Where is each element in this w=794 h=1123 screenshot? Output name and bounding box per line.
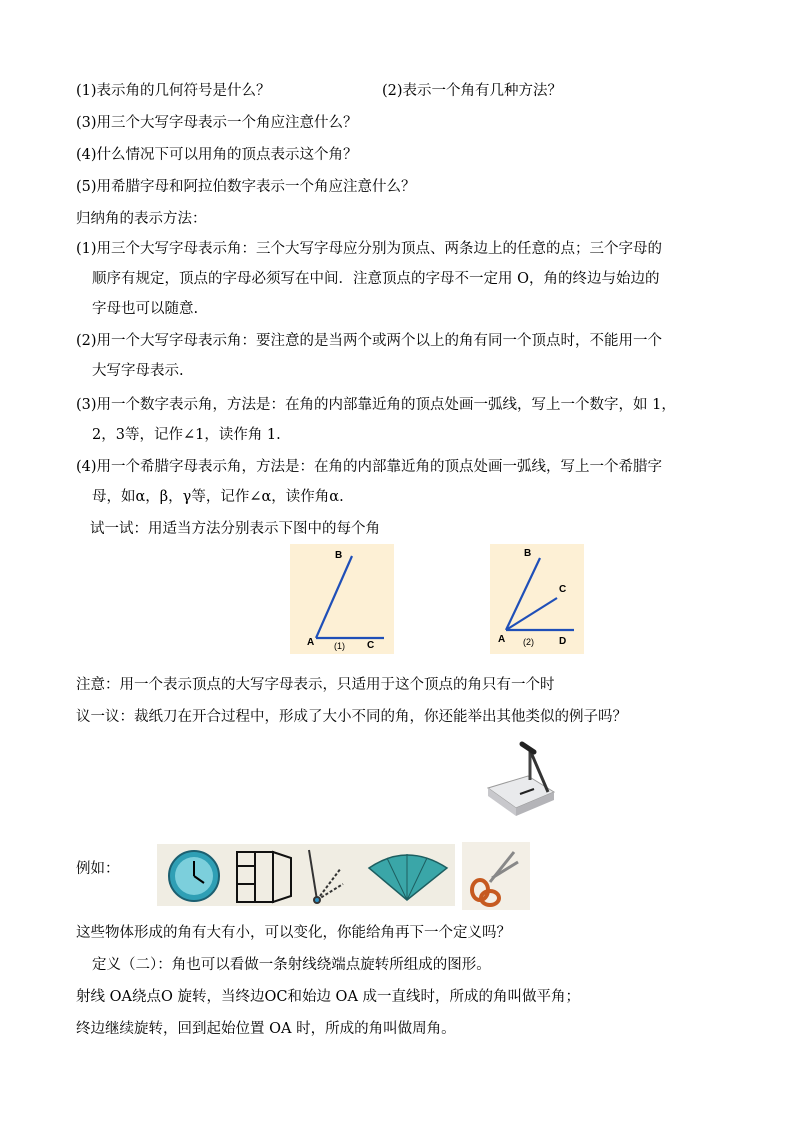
- method-3-line-1: (3)用一个数字表示角，方法是：在角的内部靠近角的顶点处画一弧线，写上一个数字，如 1，: [76, 397, 676, 413]
- summary-heading: 归纳角的表示方法：: [76, 211, 207, 227]
- question-2: (2)表示一个角有几种方法？: [382, 83, 563, 99]
- label-c: C: [367, 640, 375, 651]
- full-angle-text: 终边继续旋转，回到起始位置 OA 时，所成的角叫做周角。: [76, 1021, 456, 1037]
- straight-angle-text: 射线 OA绕点O 旋转，当终边OC和始边 OA 成一直线时，所成的角叫做平角；: [76, 989, 581, 1005]
- figure-1-caption: (1): [334, 641, 345, 651]
- method-2-line-2: 大写字母表示.: [92, 363, 184, 379]
- method-1-line-2: 顺序有规定，顶点的字母必须写在中间．注意顶点的字母不一定用 O，角的终边与始边的: [92, 271, 660, 287]
- question-4: (4)什么情况下可以用角的顶点表示这个角？: [76, 147, 358, 163]
- examples-label: 例如：: [76, 861, 120, 877]
- label-c: C: [559, 584, 567, 595]
- examples-strip: [157, 844, 455, 906]
- note: 注意：用一个表示顶点的大写字母表示，只适用于这个顶点的角只有一个时: [76, 677, 555, 693]
- question-3: (3)用三个大写字母表示一个角应注意什么？: [76, 115, 358, 131]
- method-3-line-2: 2，3等，记作∠1，读作角 1.: [92, 427, 281, 443]
- paper-cutter-image: [482, 736, 558, 822]
- figure-2-caption: (2): [523, 637, 534, 647]
- method-1-line-3: 字母也可以随意.: [92, 301, 199, 317]
- label-a: A: [498, 634, 506, 645]
- definition-2: 定义（二）：角也可以看做一条射线绕端点旋转所组成的图形。: [92, 957, 491, 973]
- method-1-line-1: (1)用三个大写字母表示角：三个大写字母应分别为顶点、两条边上的任意的点；三个字母的: [76, 241, 663, 257]
- define-question: 这些物体形成的角有大有小，可以变化，你能给角再下一个定义吗？: [76, 925, 511, 941]
- angle-figure-1: [290, 544, 394, 654]
- question-1: (1)表示角的几何符号是什么？: [76, 83, 271, 99]
- angle-figure-2: [490, 544, 584, 654]
- scissors-image: [462, 842, 530, 910]
- label-b: B: [524, 548, 532, 559]
- method-2-line-1: (2)用一个大写字母表示角：要注意的是当两个或两个以上的角有同一个顶点时，不能用一个: [76, 333, 663, 349]
- exercise-prompt: 试一试：用适当方法分别表示下图中的每个角: [90, 521, 380, 537]
- question-5: (5)用希腊字母和阿拉伯数字表示一个角应注意什么？: [76, 179, 416, 195]
- discuss: 议一议：裁纸刀在开合过程中，形成了大小不同的角，你还能举出其他类似的例子吗？: [76, 709, 627, 725]
- label-d: D: [559, 636, 567, 647]
- clock-icon: [169, 851, 219, 901]
- label-a: A: [307, 637, 315, 648]
- method-4-line-2: 母，如α，β，γ等，记作∠α，读作角α.: [92, 489, 344, 505]
- label-b: B: [335, 550, 343, 561]
- method-4-line-1: (4)用一个希腊字母表示角，方法是：在角的内部靠近角的顶点处画一弧线，写上一个希腊字: [76, 459, 663, 475]
